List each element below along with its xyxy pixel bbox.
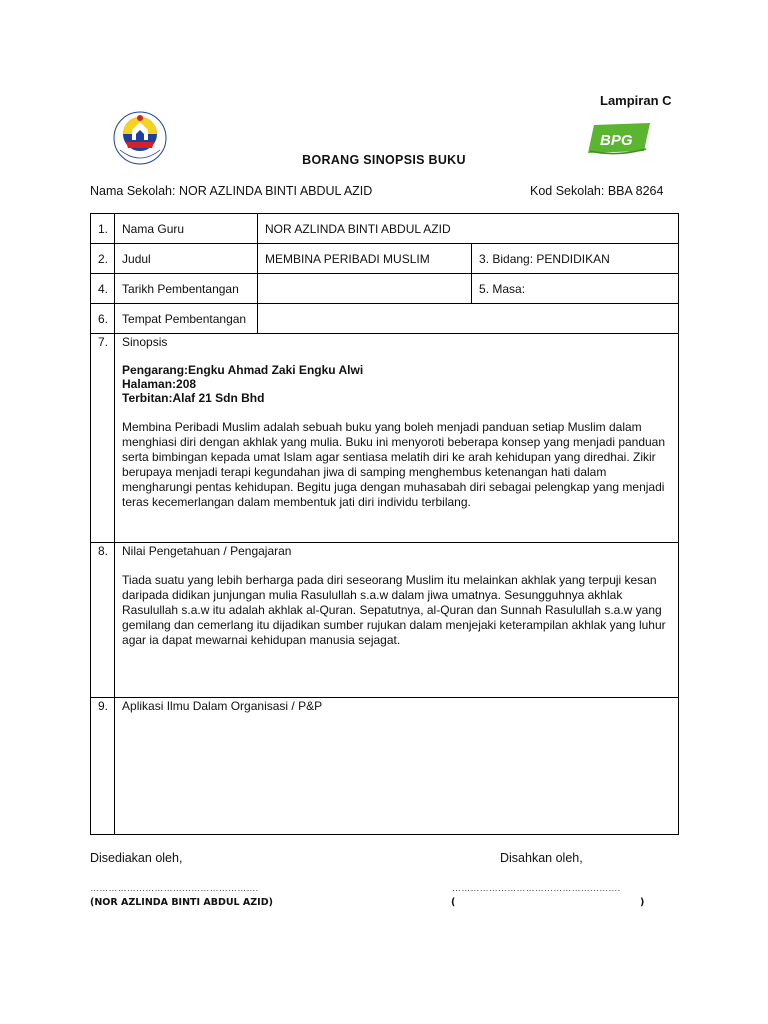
approved-name-close-paren: ) xyxy=(640,897,645,908)
approved-signature-line[interactable]: ………………………………………………. xyxy=(452,883,621,893)
lampiran-label: Lampiran C xyxy=(600,93,672,108)
sinopsis-cell[interactable] xyxy=(115,334,679,543)
row-nama-guru xyxy=(91,214,679,244)
approved-by-label: Disahkan oleh, xyxy=(500,851,583,865)
bidang-field[interactable]: 3. Bidang: PENDIDIKAN xyxy=(472,244,679,274)
row-number: 6. xyxy=(91,304,115,334)
book-author: Pengarang:Engku Ahmad Zaki Engku Alwi xyxy=(122,363,364,377)
row-aplikasi xyxy=(91,698,679,835)
school-name-value: NOR AZLINDA BINTI ABDUL AZID xyxy=(178,184,373,198)
nilai-text: Tiada suatu yang lebih berharga pada diri seseorang Muslim itu melainkan akhlak yang terpuji kesan daripada didikan junjungan mulia Rasulullah s.a.w dalam jiwa umatnya. Sesungguhnya akhlak Rasulullah s.a.w itu adalah akhlak al-Quran. Sepatutnya, al-Quran dan Sunnah Rasulullah s.a.w yang gemilang dan cemerlang itu dijadikan sumber rujukan dalam menjejaki keterampilan akhlak yang luhur agar ia dapat mewarnai kehidupan manusia sejagat. xyxy=(122,573,666,647)
nilai-cell[interactable] xyxy=(115,543,679,698)
row-judul xyxy=(91,244,679,274)
row-number: 1. xyxy=(91,214,115,244)
row-sinopsis xyxy=(91,334,679,543)
row-label: Judul xyxy=(115,244,258,274)
sinopsis-text: Membina Peribadi Muslim adalah sebuah buku yang boleh menjadi panduan setiap Muslim dalam menghiasi diri dengan akhlak yang mulia. Buku ini menyoroti beberapa konsep yang menjadi panduan serta bimbingan kepada umat Islam agar sentiasa melatih diri ke arah kehidupan yang diredhai. Zikir berupaya menjadi terapi kegundahan jiwa di samping menghembus ketenangan hati dalam mengharungi pentas kehidupan. Begitu juga dengan muhasabah diri sebagai pelengkap yang menjadi teras kecemerlangan dalam membentuk jati diri individu terbilang. xyxy=(122,420,666,509)
row-number: 2. xyxy=(91,244,115,274)
tempat-value[interactable] xyxy=(258,304,679,334)
book-publisher: Terbitan:Alaf 21 Sdn Bhd xyxy=(122,391,265,405)
school-code-value: BBA 8264 xyxy=(607,184,664,198)
nilai-label: Nilai Pengetahuan / Pengajaran xyxy=(122,544,292,558)
synopsis-form-table xyxy=(90,213,679,835)
row-label: Tarikh Pembentangan xyxy=(115,274,258,304)
row-nilai xyxy=(91,543,679,698)
sinopsis-label: Sinopsis xyxy=(122,335,168,349)
row-tempat xyxy=(91,304,679,334)
school-code-line xyxy=(530,184,663,198)
row-label: Nama Guru xyxy=(115,214,258,244)
row-label: Tempat Pembentangan xyxy=(115,304,258,334)
row-tarikh xyxy=(91,274,679,304)
school-code-label: Kod Sekolah: xyxy=(530,184,605,198)
masa-field[interactable]: 5. Masa: xyxy=(472,274,679,304)
row-number: 7. xyxy=(91,334,115,543)
bpg-logo-icon xyxy=(586,121,652,157)
school-name-line xyxy=(90,184,372,198)
form-title: BORANG SINOPSIS BUKU xyxy=(302,153,466,167)
tarikh-value[interactable] xyxy=(258,274,472,304)
approved-name-open-paren: ( xyxy=(451,897,456,908)
school-name-label: Nama Sekolah: xyxy=(90,184,176,198)
row-number: 4. xyxy=(91,274,115,304)
prepared-by-name: (NOR AZLINDA BINTI ABDUL AZID) xyxy=(90,897,273,908)
bpg-logo xyxy=(586,121,652,157)
aplikasi-cell[interactable] xyxy=(115,698,679,835)
prepared-by-label: Disediakan oleh, xyxy=(90,851,183,865)
row-number: 8. xyxy=(91,543,115,698)
bpg-logo-text: BPG xyxy=(600,132,633,149)
aplikasi-label: Aplikasi Ilmu Dalam Organisasi / P&P xyxy=(122,699,323,713)
nama-guru-value[interactable]: NOR AZLINDA BINTI ABDUL AZID xyxy=(258,214,679,244)
row-number: 9. xyxy=(91,698,115,835)
judul-value[interactable]: MEMBINA PERIBADI MUSLIM xyxy=(258,244,472,274)
book-pages: Halaman:208 xyxy=(122,377,197,391)
prepared-signature-line[interactable]: ………………………………………………. xyxy=(90,883,259,893)
